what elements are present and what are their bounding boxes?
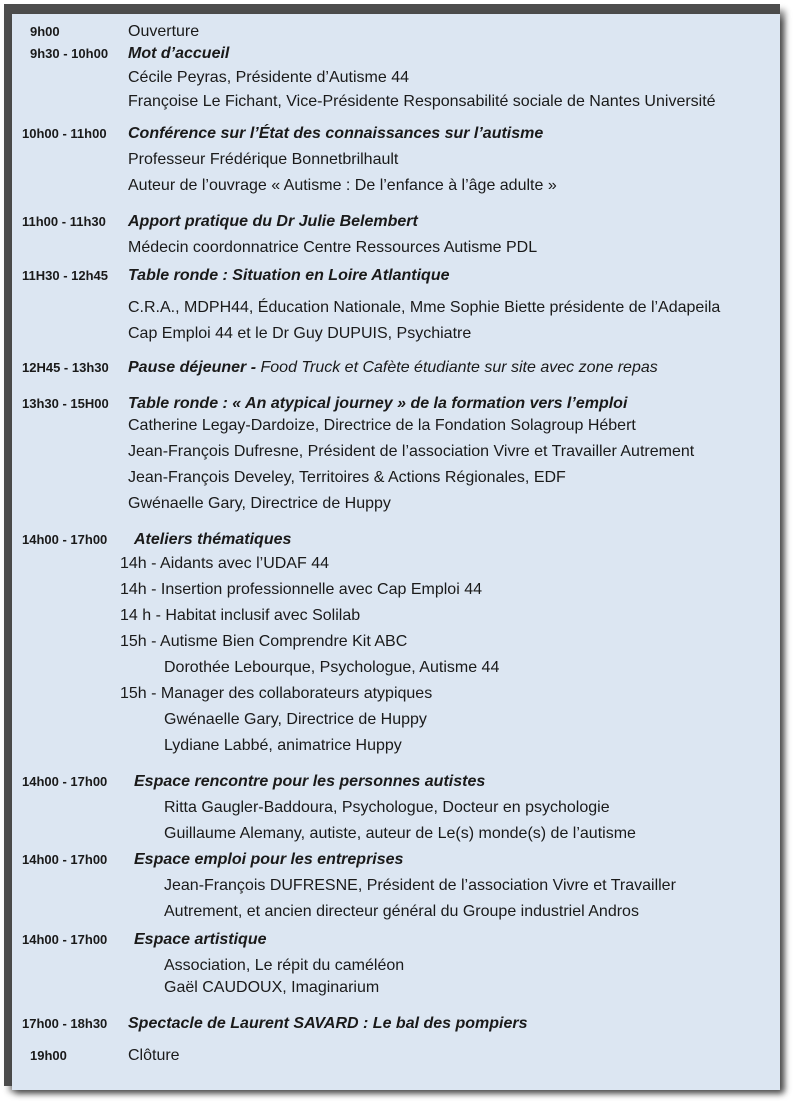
- session-title: Table ronde : Situation en Loire Atlantique: [128, 267, 450, 284]
- session-detail: Cécile Peyras, Présidente d’Autisme 44: [128, 69, 410, 86]
- speaker-line: Gaël CAUDOUX, Imaginarium: [164, 979, 380, 996]
- time-slot: 13h30 - 15H00: [22, 396, 109, 411]
- time-slot: 11h00 - 11h30: [22, 214, 106, 229]
- workshop-item: 14 h - Habitat inclusif avec Solilab: [120, 607, 361, 624]
- session-title: Table ronde : « An atypical journey » de la formation vers l’emploi: [128, 395, 628, 412]
- time-slot: 14h00 - 17h00: [22, 932, 108, 947]
- session-title: Espace emploi pour les entreprises: [134, 851, 404, 868]
- workshop-item: 15h - Manager des collaborateurs atypiques: [120, 685, 433, 702]
- session-title-main: Pause déjeuner -: [128, 359, 261, 376]
- time-slot: 10h00 - 11h00: [22, 126, 107, 141]
- speaker-line: Association, Le répit du caméléon: [164, 957, 405, 974]
- workshop-item: 14h - Aidants avec l’UDAF 44: [120, 555, 329, 572]
- session-detail: Jean-François Dufresne, Président de l’association Vivre et Travailler Autrement: [128, 443, 695, 460]
- session-title: Espace artistique: [134, 931, 267, 948]
- time-slot: 14h00 - 17h00: [22, 774, 108, 789]
- session-detail: Cap Emploi 44 et le Dr Guy DUPUIS, Psychiatre: [128, 325, 472, 342]
- time-slot: 12H45 - 13h30: [22, 360, 109, 375]
- session-title: Clôture: [128, 1047, 180, 1064]
- session-title: Espace rencontre pour les personnes autistes: [134, 773, 486, 790]
- session-detail: Auteur de l’ouvrage « Autisme : De l’enfance à l’âge adulte »: [128, 177, 557, 194]
- session-detail: C.R.A., MDPH44, Éducation Nationale, Mme Sophie Biette présidente de l’Adapeila: [128, 299, 721, 316]
- workshop-item: 14h - Insertion professionnelle avec Cap Emploi 44: [120, 581, 482, 598]
- session-title: Mot d’accueil: [128, 45, 230, 62]
- speaker-line: Autrement, et ancien directeur général du Groupe industriel Andros: [164, 903, 639, 920]
- session-title: Ouverture: [128, 23, 200, 40]
- session-detail: Jean-François Develey, Territoires & Actions Régionales, EDF: [128, 469, 566, 486]
- workshop-item: 15h - Autisme Bien Comprendre Kit ABC: [120, 633, 408, 650]
- time-slot: 9h30 - 10h00: [30, 46, 109, 61]
- speaker-line: Dorothée Lebourque, Psychologue, Autisme 44: [164, 659, 500, 676]
- session-title: [128, 358, 658, 378]
- speaker-line: Lydiane Labbé, animatrice Huppy: [164, 737, 402, 754]
- session-title: Apport pratique du Dr Julie Belembert: [128, 213, 418, 230]
- time-slot: 17h00 - 18h30: [22, 1016, 108, 1031]
- time-slot: 14h00 - 17h00: [22, 532, 108, 547]
- session-title: Spectacle de Laurent SAVARD : Le bal des pompiers: [128, 1015, 528, 1032]
- program-panel: [12, 14, 780, 1090]
- session-title: Ateliers thématiques: [134, 531, 292, 548]
- time-slot: 11H30 - 12h45: [22, 268, 109, 283]
- speaker-line: Gwénaelle Gary, Directrice de Huppy: [164, 711, 427, 728]
- session-detail: Françoise Le Fichant, Vice-Présidente Responsabilité sociale de Nantes Université: [128, 93, 716, 110]
- session-detail: Gwénaelle Gary, Directrice de Huppy: [128, 495, 391, 512]
- speaker-line: Jean-François DUFRESNE, Président de l’association Vivre et Travailler: [164, 877, 676, 894]
- session-detail: Médecin coordonnatrice Centre Ressources Autisme PDL: [128, 239, 538, 256]
- time-slot: 9h00: [30, 24, 60, 39]
- session-title: Conférence sur l’État des connaissances sur l’autisme: [128, 125, 544, 142]
- session-detail: Catherine Legay-Dardoize, Directrice de la Fondation Solagroup Hébert: [128, 417, 636, 434]
- time-slot: 14h00 - 17h00: [22, 852, 108, 867]
- session-title-extra: Food Truck et Cafète étudiante sur site avec zone repas: [260, 359, 658, 376]
- time-slot: 19h00: [30, 1048, 67, 1063]
- speaker-line: Guillaume Alemany, autiste, auteur de Le(s) monde(s) de l’autisme: [164, 825, 636, 842]
- session-detail: Professeur Frédérique Bonnetbrilhault: [128, 151, 399, 168]
- speaker-line: Ritta Gaugler-Baddoura, Psychologue, Docteur en psychologie: [164, 799, 610, 816]
